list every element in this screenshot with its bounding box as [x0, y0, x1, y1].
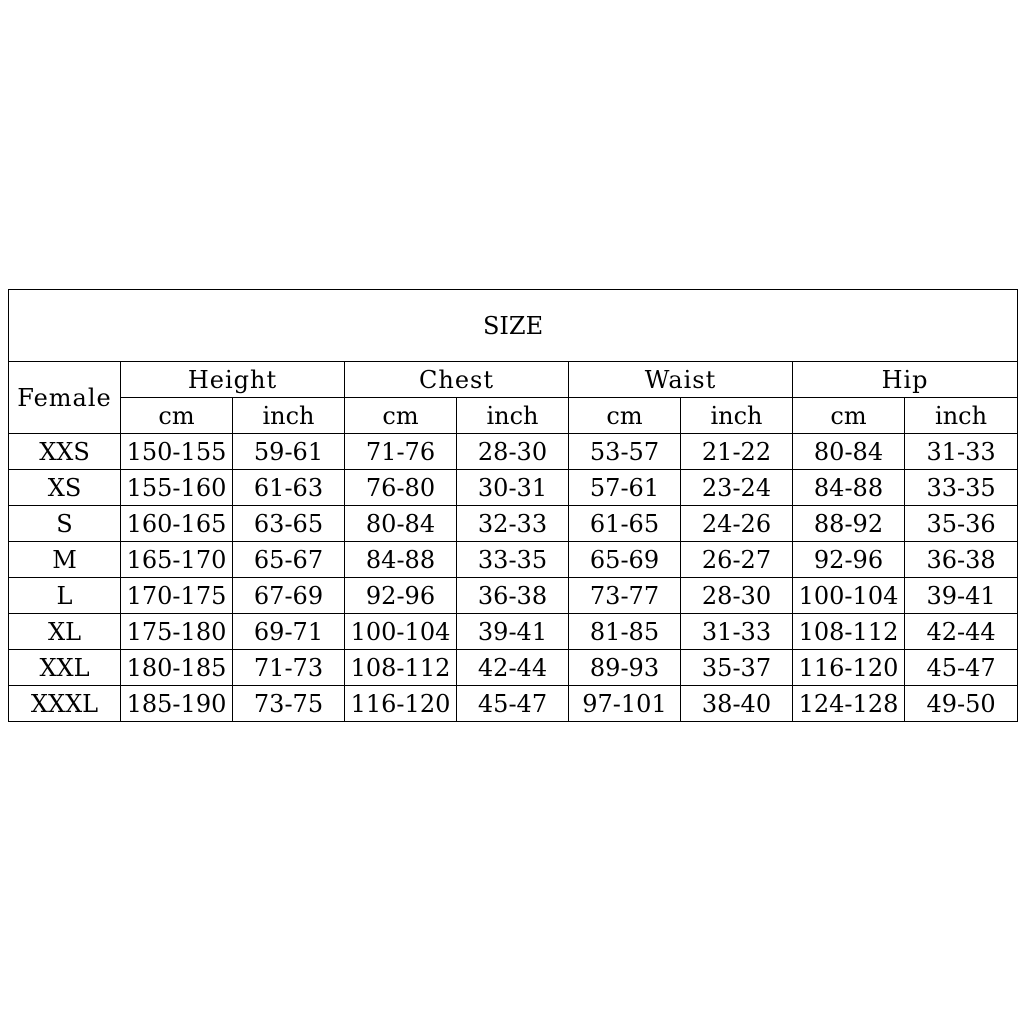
measurement-cell: 92-96 [793, 542, 905, 578]
measurement-cell: 124-128 [793, 686, 905, 722]
table-row [9, 686, 1018, 722]
measurement-cell: 32-33 [457, 506, 569, 542]
measurement-cell: 73-75 [233, 686, 345, 722]
measurement-cell: 57-61 [569, 470, 681, 506]
measurement-cell: 88-92 [793, 506, 905, 542]
row-header-female: Female [9, 362, 121, 434]
measurement-cell: 31-33 [681, 614, 793, 650]
measurement-cell: 35-36 [905, 506, 1018, 542]
unit-header: cm [345, 398, 457, 434]
measurement-cell: 28-30 [457, 434, 569, 470]
measurement-cell: 80-84 [345, 506, 457, 542]
measurement-cell: 39-41 [457, 614, 569, 650]
size-label: XL [9, 614, 121, 650]
measurement-cell: 116-120 [793, 650, 905, 686]
group-header-height: Height [121, 362, 345, 398]
unit-header: inch [457, 398, 569, 434]
measurement-cell: 36-38 [905, 542, 1018, 578]
unit-header: inch [233, 398, 345, 434]
measurement-cell: 160-165 [121, 506, 233, 542]
measurement-cell: 71-73 [233, 650, 345, 686]
measurement-cell: 33-35 [457, 542, 569, 578]
measurement-cell: 89-93 [569, 650, 681, 686]
measurement-cell: 24-26 [681, 506, 793, 542]
measurement-cell: 49-50 [905, 686, 1018, 722]
measurement-cell: 39-41 [905, 578, 1018, 614]
measurement-cell: 175-180 [121, 614, 233, 650]
measurement-cell: 108-112 [793, 614, 905, 650]
measurement-cell: 30-31 [457, 470, 569, 506]
size-chart-table [8, 289, 1018, 722]
unit-header: inch [681, 398, 793, 434]
group-header-chest: Chest [345, 362, 569, 398]
measurement-cell: 23-24 [681, 470, 793, 506]
measurement-cell: 26-27 [681, 542, 793, 578]
measurement-cell: 170-175 [121, 578, 233, 614]
measurement-cell: 116-120 [345, 686, 457, 722]
measurement-cell: 38-40 [681, 686, 793, 722]
table-row [9, 470, 1018, 506]
measurement-cell: 81-85 [569, 614, 681, 650]
table-row [9, 542, 1018, 578]
table-title: SIZE [9, 290, 1018, 362]
measurement-cell: 36-38 [457, 578, 569, 614]
measurement-cell: 21-22 [681, 434, 793, 470]
measurement-cell: 31-33 [905, 434, 1018, 470]
measurement-cell: 35-37 [681, 650, 793, 686]
measurement-cell: 84-88 [793, 470, 905, 506]
measurement-cell: 42-44 [905, 614, 1018, 650]
measurement-cell: 45-47 [457, 686, 569, 722]
measurement-cell: 61-65 [569, 506, 681, 542]
measurement-cell: 69-71 [233, 614, 345, 650]
measurement-cell: 28-30 [681, 578, 793, 614]
measurement-cell: 108-112 [345, 650, 457, 686]
measurement-cell: 65-67 [233, 542, 345, 578]
table-row [9, 434, 1018, 470]
table-row [9, 650, 1018, 686]
measurement-cell: 76-80 [345, 470, 457, 506]
size-label: XS [9, 470, 121, 506]
size-label: L [9, 578, 121, 614]
size-label: XXL [9, 650, 121, 686]
unit-header: cm [793, 398, 905, 434]
measurement-cell: 33-35 [905, 470, 1018, 506]
measurement-cell: 42-44 [457, 650, 569, 686]
size-label: S [9, 506, 121, 542]
measurement-cell: 165-170 [121, 542, 233, 578]
table-row [9, 578, 1018, 614]
measurement-cell: 100-104 [345, 614, 457, 650]
measurement-cell: 100-104 [793, 578, 905, 614]
measurement-cell: 185-190 [121, 686, 233, 722]
measurement-cell: 67-69 [233, 578, 345, 614]
measurement-cell: 73-77 [569, 578, 681, 614]
measurement-cell: 92-96 [345, 578, 457, 614]
size-label: M [9, 542, 121, 578]
measurement-cell: 45-47 [905, 650, 1018, 686]
table-row [9, 506, 1018, 542]
measurement-cell: 71-76 [345, 434, 457, 470]
unit-header: cm [121, 398, 233, 434]
measurement-cell: 84-88 [345, 542, 457, 578]
group-header-hip: Hip [793, 362, 1018, 398]
measurement-cell: 53-57 [569, 434, 681, 470]
measurement-cell: 155-160 [121, 470, 233, 506]
table-row [9, 614, 1018, 650]
measurement-cell: 80-84 [793, 434, 905, 470]
measurement-cell: 65-69 [569, 542, 681, 578]
measurement-cell: 61-63 [233, 470, 345, 506]
measurement-cell: 97-101 [569, 686, 681, 722]
unit-header: cm [569, 398, 681, 434]
measurement-cell: 150-155 [121, 434, 233, 470]
measurement-cell: 63-65 [233, 506, 345, 542]
size-label: XXXL [9, 686, 121, 722]
group-header-waist: Waist [569, 362, 793, 398]
measurement-cell: 180-185 [121, 650, 233, 686]
measurement-cell: 59-61 [233, 434, 345, 470]
size-label: XXS [9, 434, 121, 470]
unit-header: inch [905, 398, 1018, 434]
